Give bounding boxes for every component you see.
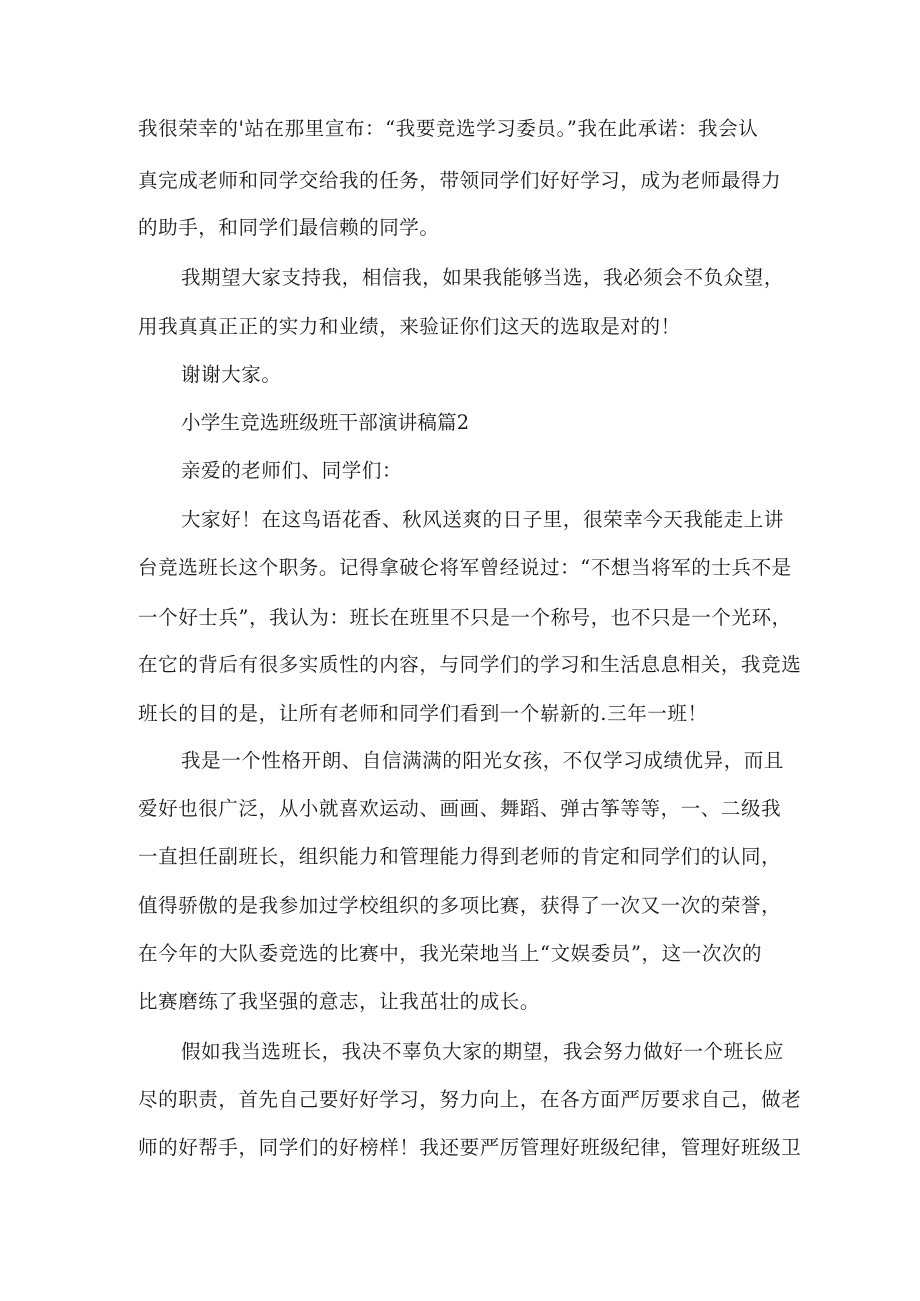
paragraph-first-line: 我是一个性格开朗、自信满满的阳光女孩，不仅学习成绩优异，而且 <box>181 749 785 772</box>
text-line: 尽的职责，首先自己要好好学习，努力向上，在各方面严厉要求自己，做老 <box>138 1088 802 1111</box>
paragraph-first-line: 大家好！在这鸟语花香、秋风送爽的日子里，很荣幸今天我能走上讲 <box>181 508 785 531</box>
text-line: 在今年的大队委竞选的比赛中，我光荣地当上“文娱委员”，这一次次的 <box>138 942 763 965</box>
paragraph-first-line: 假如我当选班长，我决不辜负大家的期望，我会努力做好一个班长应 <box>181 1040 785 1063</box>
text-line: 台竞选班长这个职务。记得拿破仑将军曾经说过：“不想当将军的士兵不是 <box>138 556 792 579</box>
text-line: 班长的目的是，让所有老师和同学们看到一个崭新的.三年一班！ <box>138 702 708 725</box>
text-line: 一直担任副班长，组织能力和管理能力得到老师的肯定和同学们的认同， <box>138 845 782 868</box>
text-line: 值得骄傲的是我参加过学校组织的多项比赛，获得了一次又一次的荣誉， <box>138 894 782 917</box>
text-line: 我很荣幸的'站在那里宣布：“我要竞选学习委员。”我在此承诺：我会认 <box>138 117 759 140</box>
text-line: 在它的背后有很多实质性的内容，与同学们的学习和生活息息相关，我竞选 <box>138 653 802 676</box>
section-heading: 小学生竞选班级班干部演讲稿篇2 <box>181 411 470 434</box>
closing-line: 谢谢大家。 <box>181 363 282 386</box>
paragraph-first-line: 我期望大家支持我，相信我，如果我能够当选，我必须会不负众望， <box>181 266 785 289</box>
text-line: 用我真真正正的实力和业绩，来验证你们这天的选取是对的！ <box>138 315 681 338</box>
text-line: 的助手，和同学们最信赖的同学。 <box>138 216 440 239</box>
text-line: 真完成老师和同学交给我的任务，带领同学们好好学习，成为老师最得力 <box>138 169 782 192</box>
text-line: 爱好也很广泛，从小就喜欢运动、画画、舞蹈、弹古筝等等，一、二级我 <box>138 797 782 820</box>
text-line: 师的好帮手，同学们的好榜样！我还要严厉管理好班级纪律，管理好班级卫 <box>138 1136 802 1159</box>
text-line: 一个好士兵”，我认为：班长在班里不只是一个称号，也不只是一个光环， <box>138 606 792 629</box>
salutation: 亲爱的老师们、同学们： <box>181 459 403 482</box>
text-line: 比赛磨练了我坚强的意志，让我茁壮的成长。 <box>138 990 541 1013</box>
